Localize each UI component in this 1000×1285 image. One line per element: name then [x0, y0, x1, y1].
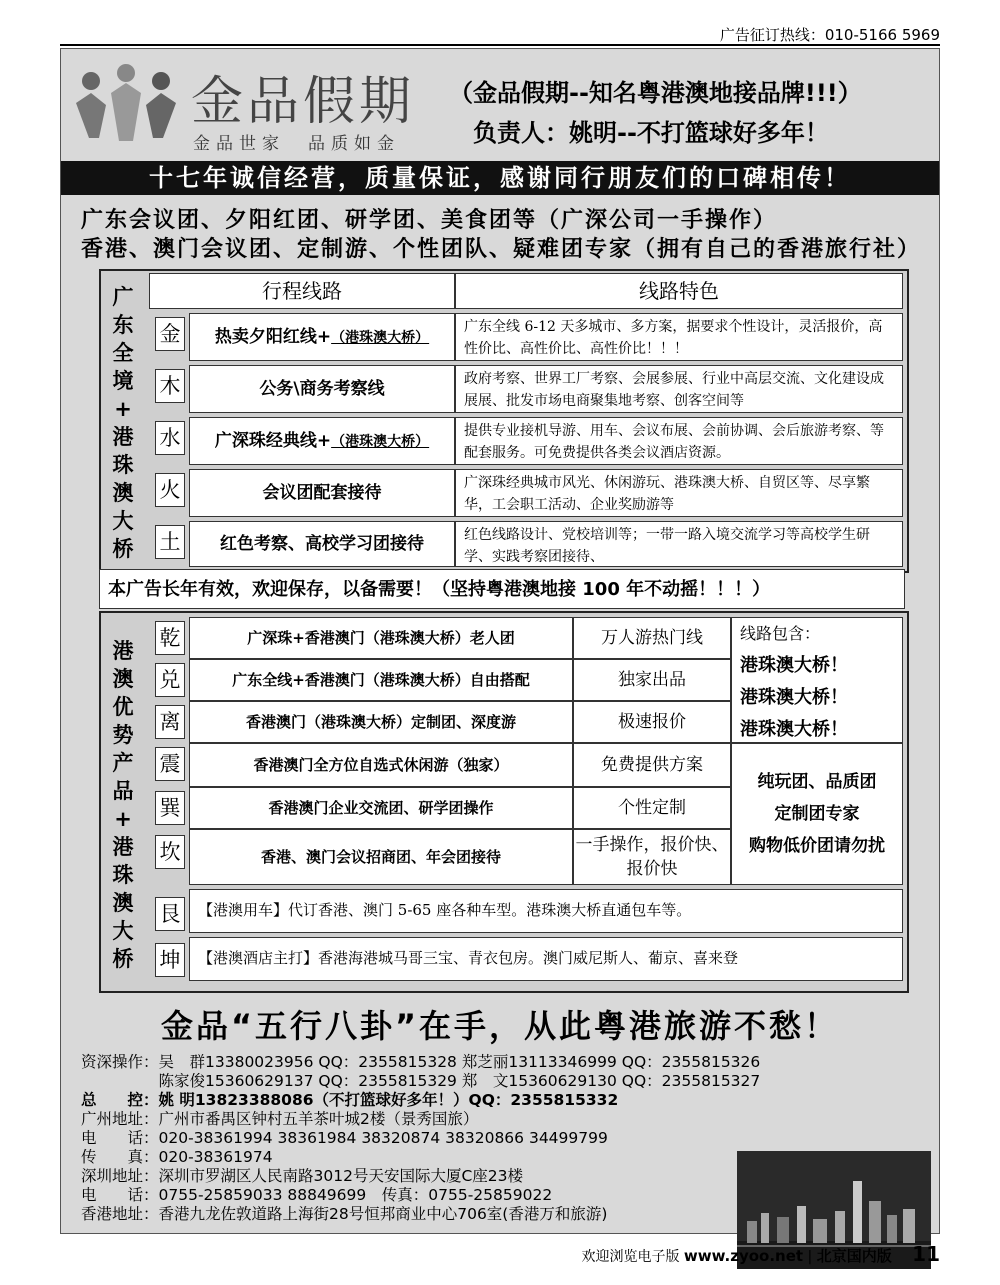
col-feature-header: 线路特色: [455, 273, 903, 309]
route-feature: 红色线路设计、党校培训等；一带一路入境交流学习等高校学生研学、实践考察团接待、: [455, 521, 903, 567]
route-feature: 提供专业接机导游、用车、会议布展、会前协调、会后旅游考察、等配套服务。可免费提供各类会议酒店资源。: [455, 417, 903, 465]
route-feature: 广东全线 6-12 天多城市、多方案，据要求个性设计，灵活报价，高性价比、高性价比、高性价比！！！: [455, 313, 903, 361]
route-name: 会议团配套接待: [262, 483, 382, 503]
label-char: 东: [112, 313, 134, 337]
top-rule: [60, 44, 940, 46]
route-char: 水: [155, 421, 185, 455]
label-char: 境: [112, 369, 134, 393]
section-guangdong: [99, 269, 909, 573]
label-char: 产: [112, 751, 134, 775]
includes-item: 港珠澳大桥！: [740, 655, 848, 676]
product-char: 兑: [155, 663, 185, 697]
label-char: 港: [112, 835, 134, 859]
label-char: 珠: [112, 863, 134, 887]
product-feature: 免费提供方案: [573, 743, 731, 787]
contact-line: 深圳地址：深圳市罗湖区人民南路3012号天安国际大厦C座23楼: [81, 1167, 523, 1185]
route-name-cell: [189, 521, 455, 567]
section-hk-macau-label: [103, 637, 143, 973]
route-char: 土: [155, 525, 185, 559]
contact-line: 总 控：姚 明13823388086（不打篮球好多年！）QQ：2355815332: [81, 1091, 619, 1109]
footer-url[interactable]: www.zyoo.net: [683, 1247, 804, 1265]
label-char: 优: [112, 695, 134, 719]
label-char: 势: [112, 723, 134, 747]
route-name-cell: [189, 313, 455, 361]
specialty-line: 购物低价团请勿扰: [749, 836, 885, 856]
people-logo-icon: [71, 63, 181, 143]
col-route-header: 行程线路: [149, 273, 455, 309]
product-feature: 万人游热门线: [573, 617, 731, 659]
label-char: 品: [112, 779, 134, 803]
label-char: 珠: [112, 453, 134, 477]
route-includes: [731, 617, 903, 743]
specialty-line: 纯玩团、品质团: [757, 772, 877, 792]
product-feature: 个性定制: [573, 787, 731, 829]
label-char: 桥: [112, 537, 134, 561]
contact-line: 广州地址：广州市番禺区钟村五羊茶叶城2楼（景秀国旅）: [81, 1110, 479, 1128]
footer-edition: 北京国内版: [816, 1247, 892, 1265]
route-char: 金: [155, 317, 185, 351]
label-char: 广: [112, 285, 134, 309]
label-char: +: [114, 807, 132, 831]
route-char: 木: [155, 369, 185, 403]
product-char: 坤: [155, 943, 185, 977]
product-char: 离: [155, 705, 185, 739]
route-name: 红色考察、高校学习团接待: [220, 534, 424, 554]
route-tag: （港珠澳大桥）: [331, 434, 430, 450]
product-char: 巽: [155, 791, 185, 825]
includes-item: 港珠澳大桥！: [740, 719, 848, 740]
label-char: 桥: [112, 947, 134, 971]
product-name: 香港澳门企业交流团、研学团操作: [189, 787, 573, 829]
route-name-cell: [189, 417, 455, 465]
hotel-service: 【港澳酒店主打】香港海港城马哥三宝、青衣包房。澳门威尼斯人、葡京、喜来登: [189, 937, 903, 981]
includes-item: 港珠澳大桥！: [740, 687, 848, 708]
footer-text: 欢迎浏览电子版: [581, 1249, 680, 1265]
ad-frame: [60, 48, 940, 1234]
product-char: 艮: [155, 897, 185, 931]
label-char: +: [114, 397, 132, 421]
label-char: 港: [112, 425, 134, 449]
banner: 十七年诚信经营，质量保证，感谢同行朋友们的口碑相传！: [61, 161, 939, 195]
product-char: 乾: [155, 621, 185, 655]
specialty-line: 定制团专家: [774, 804, 860, 824]
product-char: 坎: [155, 835, 185, 869]
brand-name: 金品假期: [191, 72, 416, 132]
notice-bar: 本广告长年有效，欢迎保存，以备需要！（坚持粤港澳地接 100 年不动摇！！！）: [99, 569, 905, 609]
contact-line: 香港地址：香港九龙佐敦道路上海街28号恒邦商业中心706室(香港万和旅游): [81, 1205, 608, 1223]
label-char: 澳: [112, 481, 134, 505]
product-name: 香港、澳门会议招商团、年会团接待: [189, 829, 573, 885]
route-name: 公务\商务考察线: [259, 379, 385, 399]
section-hk-macau: [99, 611, 909, 993]
route-feature: 政府考察、世界工厂考察、会展参展、行业中高层交流、文化建设成展展、批发市场电商聚集地考察、创客空间等: [455, 365, 903, 413]
route-name-cell: [189, 469, 455, 517]
manager-line: 负责人：姚明--不打篮球好多年！: [473, 119, 829, 147]
intro-line-2: 香港、澳门会议团、定制游、个性团队、疑难团专家（拥有自己的香港旅行社）: [81, 237, 922, 262]
contact-line: 传 真：020-38361974: [81, 1148, 273, 1166]
product-name: 香港澳门（港珠澳大桥）定制团、深度游: [189, 701, 573, 743]
ad-hotline: 广告征订热线：010-5166 5969: [719, 26, 940, 44]
intro-line-1: 广东会议团、夕阳红团、研学团、美食团等（广深公司一手操作）: [81, 208, 778, 233]
slogan: 金品“五行八卦”在手，从此粤港旅游不愁！: [160, 1007, 840, 1045]
contact-line: 陈家俊15360629137 QQ：2355815329 郑 文15360629130 QQ：2355815327: [81, 1072, 761, 1090]
route-tag: （港珠澳大桥）: [331, 330, 430, 346]
label-char: 澳: [112, 891, 134, 915]
product-feature: 独家出品: [573, 659, 731, 701]
label-char: 大: [112, 919, 134, 943]
route-name: 热卖夕阳红线+: [214, 327, 332, 347]
route-name-cell: [189, 365, 455, 413]
contact-info: [81, 1053, 760, 1224]
contact-line: 资深操作：吴 群13380023956 QQ：2355815328 郑芝丽13113346999 QQ：2355815326: [81, 1053, 761, 1071]
route-feature: 广深珠经典城市风光、休闲游玩、港珠澳大桥、自贸区等、尽享繁华，工会职工活动、企业奖励游等: [455, 469, 903, 517]
section-guangdong-label: [103, 283, 143, 563]
product-name: 香港澳门全方位自选式休闲游（独家）: [189, 743, 573, 787]
label-char: 大: [112, 509, 134, 533]
label-char: 澳: [112, 667, 134, 691]
specialty-box: [731, 743, 903, 885]
contact-line: 电 话：0755-25859033 88849699 传真：0755-25859022: [81, 1186, 553, 1204]
contact-line: 电 话：020-38361994 38361984 38320874 38320866 34499799: [81, 1129, 608, 1147]
route-char: 火: [155, 473, 185, 507]
label-char: 港: [112, 639, 134, 663]
label-char: 全: [112, 341, 134, 365]
product-name: 广深珠+香港澳门（港珠澳大桥）老人团: [189, 617, 573, 659]
product-char: 震: [155, 747, 185, 781]
includes-heading: 线路包含：: [740, 624, 821, 643]
route-name: 广深珠经典线+: [214, 431, 332, 451]
page-footer: 欢迎浏览电子版 www.zyoo.net | 北京国内版 11: [581, 1242, 940, 1266]
tagline: （金品假期--知名粤港澳地接品牌!!!）: [449, 79, 862, 107]
header: [61, 49, 939, 161]
car-service: 【港澳用车】代订香港、澳门 5-65 座各种车型。港珠澳大桥直通包车等。: [189, 889, 903, 933]
product-name: 广东全线+香港澳门（港珠澳大桥）自由搭配: [189, 659, 573, 701]
product-feature: 极速报价: [573, 701, 731, 743]
product-feature: 一手操作，报价快、报价快: [573, 829, 731, 885]
page-number: 11: [912, 1242, 940, 1266]
brand-subtitle: 金品世家 品质如金: [193, 134, 400, 154]
